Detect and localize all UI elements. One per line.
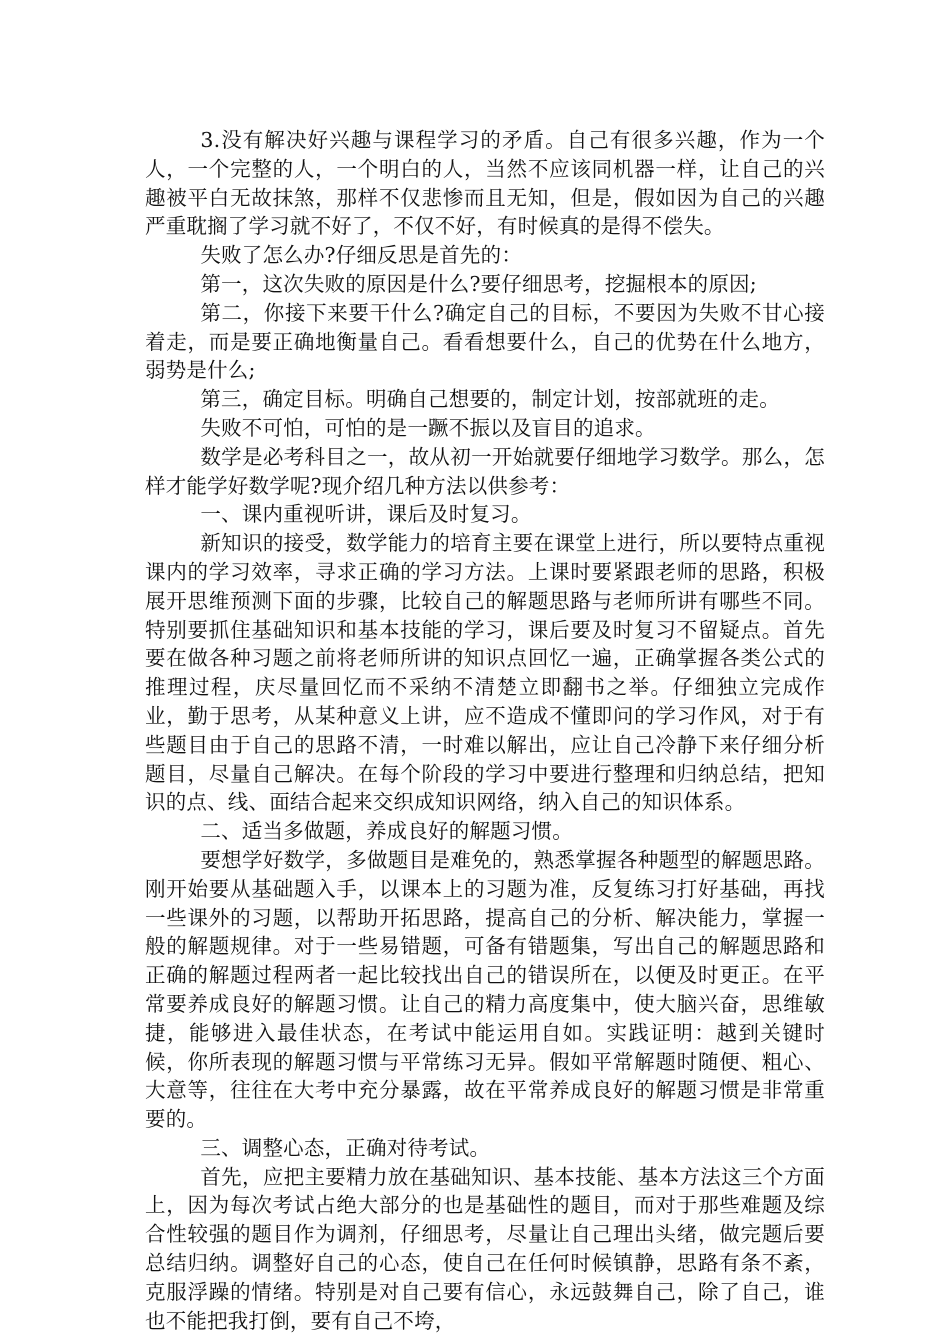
heading-method-one: 一、课内重视听讲，课后及时复习。 xyxy=(200,502,532,527)
paragraph-what-if-fail: 失败了怎么办?仔细反思是首先的： xyxy=(200,243,523,268)
heading-method-two: 二、适当多做题，养成良好的解题习惯。 xyxy=(200,819,573,844)
paragraph-method-one-body: 新知识的接受，数学能力的培育主要在课堂上进行，所以要特点重视课内的学习效率，寻求正确的学习方法。上课时要紧跟老师的思路，积极展开思维预测下面的步骤，比较自己的解题思路与老师所讲有哪些不同。特别要抓住基础知识和基本技能的学习，课后要及时复习不留疑点。首先要在做各种习题之前将老师所讲的知识点回忆一遍，正确掌握各类公式的推理过程，庆尽量回忆而不采纳不清楚立即翻书之举。仔细独立完成作业，勤于思考，从某种意义上讲，应不造成不懂即问的学习作风，对于有些题目由于自己的思路不清，一时难以解出，应让自己冷静下来仔细分析题目，尽量自己解决。在每个阶段的学习中要进行整理和归纳总结，把知识的点、线、面结合起来交织成知识网络，纳入自己的知识体系。 xyxy=(145,531,825,815)
paragraph-method-three-body: 首先，应把主要精力放在基础知识、基本技能、基本方法这三个方面上，因为每次考试占绝大部分的也是基础性的题目，而对于那些难题及综合性较强的题目作为调剂，仔细思考，尽量让自己理出头绪，做完题后要总结归纳。调整好自己的心态，使自己在任何时候镇静，思路有条不紊，克服浮躁的情绪。特别是对自己要有信心，永远鼓舞自己，除了自己，谁也不能把我打倒，要有自己不垮， xyxy=(145,1164,825,1333)
paragraph-second-next-step: 第二，你接下来要干什么?确定自己的目标，不要因为失败不甘心接着走，而是要正确地衡量自己。看看想要什么，自己的优势在什么地方，弱势是什么; xyxy=(145,300,825,383)
paragraph-interest-conflict: 3.没有解决好兴趣与课程学习的矛盾。自己有很多兴趣，作为一个人，一个完整的人，一个明白的人，当然不应该同机器一样，让自己的兴趣被平白无故抹煞，那样不仅悲惨而且无知，但是，假如因为自己的兴趣严重耽搁了学习就不好了，不仅不好，有时候真的是得不偿失。 xyxy=(145,128,825,239)
paragraph-failure-not-scary: 失败不可怕，可怕的是一蹶不振以及盲目的追求。 xyxy=(200,415,656,440)
heading-method-three: 三、调整心态，正确对待考试。 xyxy=(200,1135,491,1160)
paragraph-first-reason: 第一，这次失败的原因是什么?要仔细思考，挖掘根本的原因; xyxy=(200,271,757,296)
paragraph-third-goal: 第三，确定目标。明确自己想要的，制定计划，按部就班的走。 xyxy=(200,387,780,412)
paragraph-math-intro: 数学是必考科目之一，故从初一开始就要仔细地学习数学。那么，怎样才能学好数学呢?现介绍几种方法以供参考： xyxy=(145,444,825,498)
document-body xyxy=(145,126,825,1335)
paragraph-method-two-body: 要想学好数学，多做题目是难免的，熟悉掌握各种题型的解题思路。刚开始要从基础题入手，以课本上的习题为准，反复练习打好基础，再找一些课外的习题，以帮助开拓思路，提高自己的分析、解决能力，掌握一般的解题规律。对于一些易错题，可备有错题集，写出自己的解题思路和正确的解题过程两者一起比较找出自己的错误所在，以便及时更正。在平常要养成良好的解题习惯。让自己的精力高度集中，使大脑兴奋，思维敏捷，能够进入最佳状态，在考试中能运用自如。实践证明：越到关键时候，你所表现的解题习惯与平常练习无异。假如平常解题时随便、粗心、大意等，往往在大考中充分暴露，故在平常养成良好的解题习惯是非常重要的。 xyxy=(145,847,825,1132)
